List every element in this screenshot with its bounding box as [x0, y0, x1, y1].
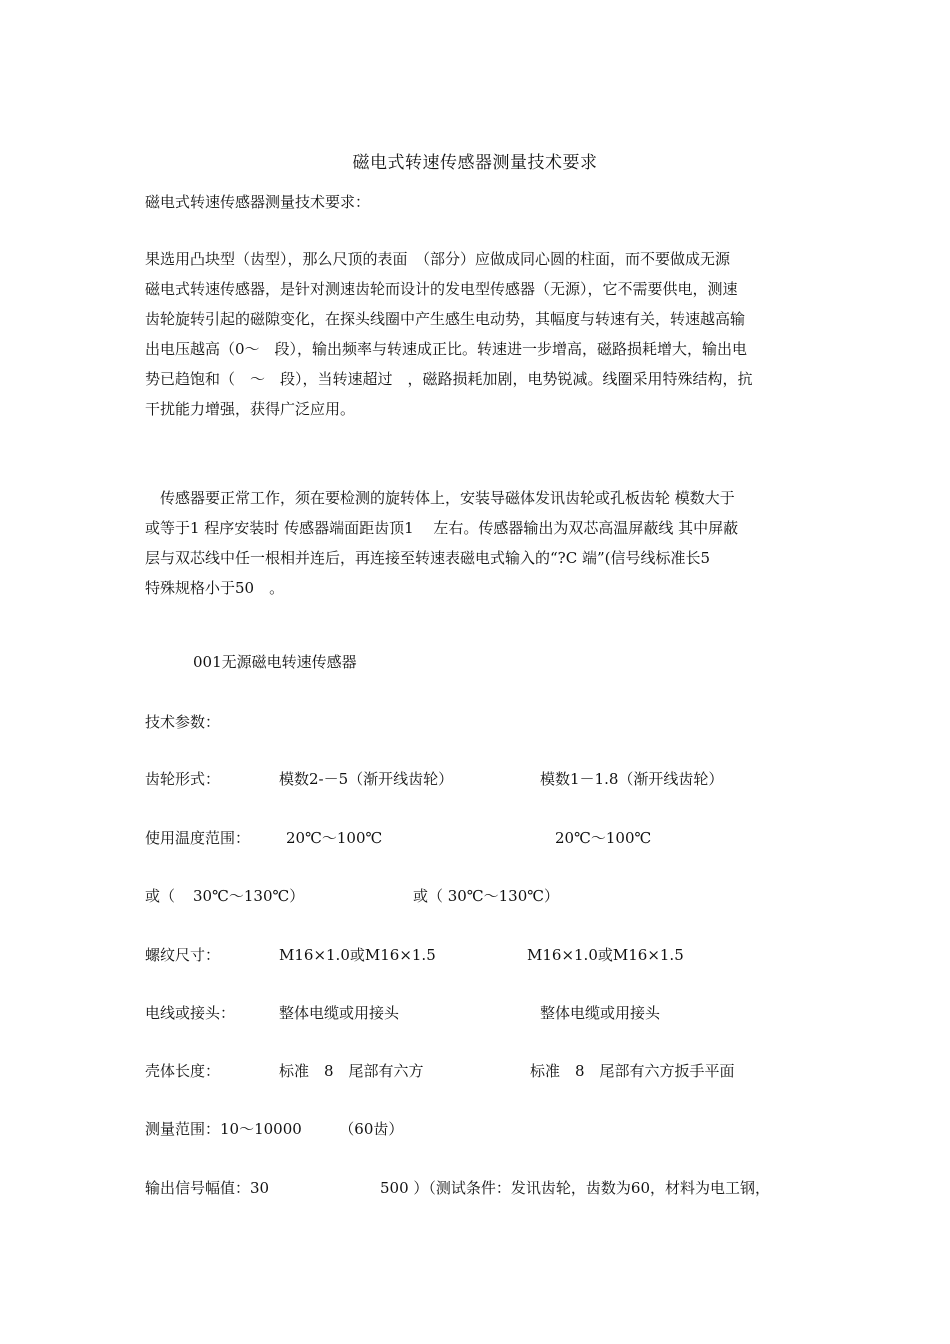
param-label: 壳体长度：: [145, 1062, 221, 1080]
paragraph-line: 传感器要正常工作，须在要检测的旋转体上，安装导磁体发讯齿轮或孔板齿轮 模数大于: [145, 489, 735, 507]
paragraph-line: 或等于1 程序安装时 传感器端面距齿顶1 左右。传感器输出为双芯高温屏蔽线 其中屏蔽: [145, 519, 739, 537]
paragraph-line: 层与双芯线中任一根相并连后，再连接至转速表磁电式输入的“?C 端”(信号线标准长5: [145, 549, 711, 567]
paragraph-line: 干扰能力增强，获得广泛应用。: [145, 400, 356, 418]
param-value-b: 模数1－1.8（渐开线齿轮）: [540, 770, 724, 788]
paragraph-line: 磁电式转速传感器，是针对测速齿轮而设计的发电型传感器（无源），它不需要供电，测速: [145, 280, 738, 298]
output-signal-label: 输出信号幅值：30: [145, 1179, 270, 1197]
param-label: 螺纹尺寸：: [145, 946, 221, 964]
param-value-a: M16×1.0或M16×1.5: [279, 946, 436, 964]
param-value-b: 或（ 30℃～130℃）: [413, 887, 560, 905]
output-signal-value: 500 ）（测试条件：发讯齿轮，齿数为60，材料为电工钢，: [380, 1179, 770, 1197]
paragraph-line: 特殊规格小于50 。: [145, 579, 285, 597]
paragraph-line: 势已趋饱和（ ～ 段），当转速超过 ，磁路损耗加剧，电势锐减。线圈采用特殊结构，抗: [145, 370, 753, 388]
param-value-a: 30℃～130℃）: [193, 887, 305, 905]
param-label: 或（: [145, 887, 176, 905]
product-name: 001无源磁电转速传感器: [193, 653, 357, 671]
paragraph-line: 出电压越高（0～ 段），输出频率与转速成正比。转速进一步增高，磁路损耗增大，输出电: [145, 340, 748, 358]
document-title: 磁电式转速传感器测量技术要求: [352, 153, 598, 173]
param-value-a: 20℃～100℃: [286, 829, 383, 847]
paragraph-installation: [145, 483, 810, 603]
param-value-a: 整体电缆或用接头: [279, 1004, 400, 1022]
paragraph-intro: [145, 244, 810, 424]
param-value-b: 标准 8 尾部有六方扳手平面: [530, 1062, 735, 1080]
param-value-b: M16×1.0或M16×1.5: [527, 946, 684, 964]
paragraph-line: 果选用凸块型（齿型），那么尺顶的表面 （部分）应做成同心圆的柱面，而不要做成无源: [145, 250, 731, 268]
param-value-b: 整体电缆或用接头: [540, 1004, 661, 1022]
paragraph-line: 齿轮旋转引起的磁隙变化，在探头线圈中产生感生电动势，其幅度与转速有关，转速越高输: [145, 310, 746, 328]
param-value-a: 模数2-－5（渐开线齿轮）: [279, 770, 454, 788]
document-subtitle: 磁电式转速传感器测量技术要求：: [145, 193, 371, 211]
param-value-a: 标准 8 尾部有六方: [279, 1062, 424, 1080]
params-heading: 技术参数：: [145, 713, 221, 731]
param-value-b: 20℃～100℃: [555, 829, 652, 847]
param-label: 电线或接头：: [145, 1004, 236, 1022]
measure-range: 测量范围：10～10000 （60齿）: [145, 1120, 404, 1138]
param-label: 使用温度范围：: [145, 829, 251, 847]
param-label: 齿轮形式：: [145, 770, 221, 788]
